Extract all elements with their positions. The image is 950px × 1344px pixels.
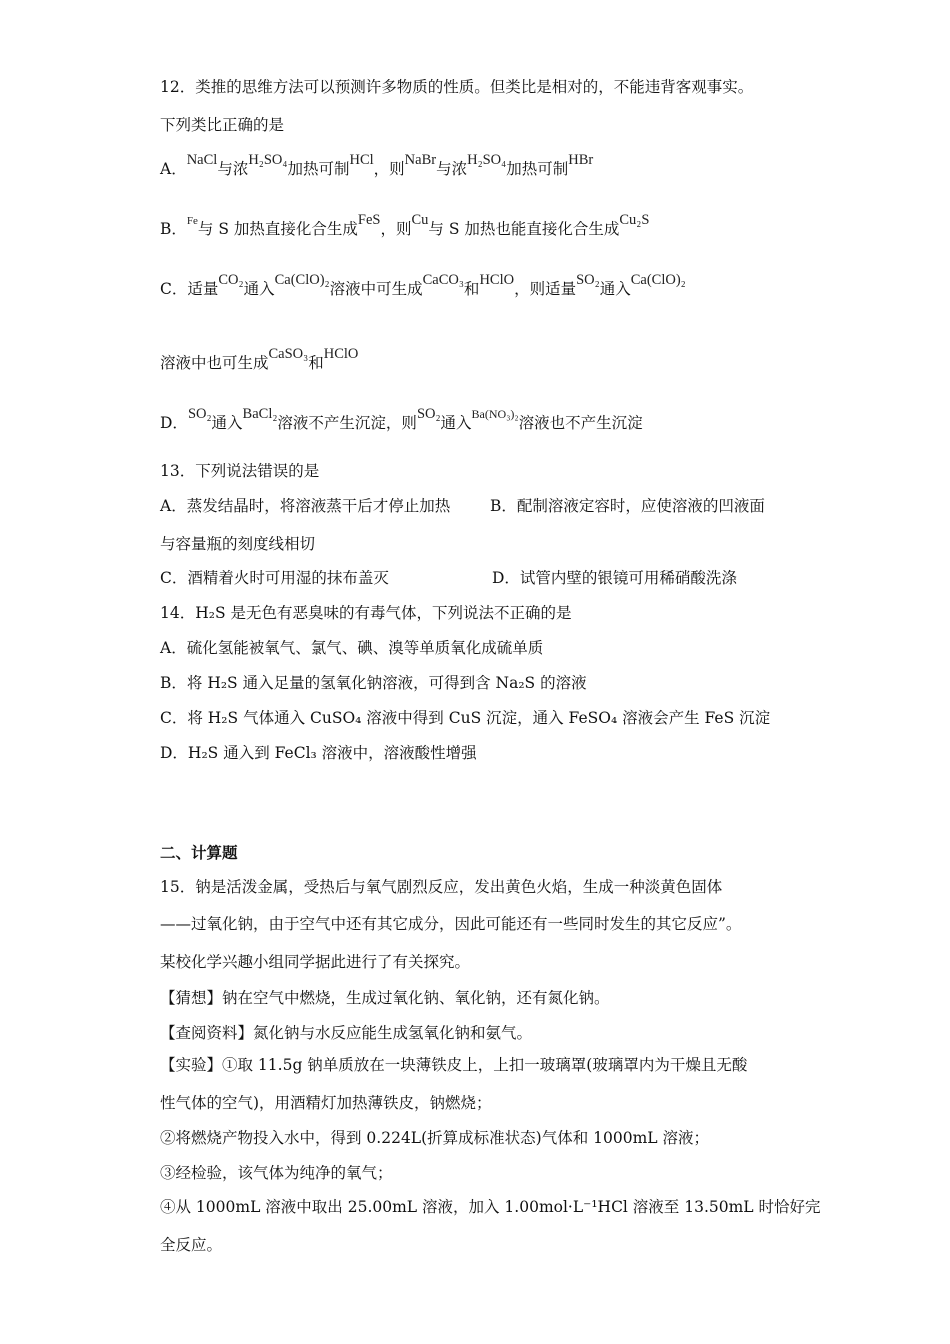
formula: BaCl₂ (242, 406, 278, 422)
option-text: 溶液不产生沉淀，则 (277, 414, 417, 432)
option-text: ，则 (380, 220, 412, 238)
formula: HBr (568, 152, 594, 168)
option-text: 与 S 加热直接化合生成 (197, 220, 358, 238)
formula: HClO (323, 346, 359, 362)
formula: NaCl (186, 152, 218, 168)
q14-stem: 14．H₂S 是无色有恶臭味的有毒气体，下列说法不正确的是 (160, 604, 572, 622)
option-text: 和 (308, 354, 324, 372)
formula: HCl (349, 152, 374, 168)
option-text: 通入 (243, 280, 275, 298)
option-text: 与浓 (217, 160, 249, 178)
option-text: 和 (463, 280, 480, 298)
q13-option-a: A．蒸发结晶时，将溶液蒸干后才停止加热 (160, 497, 451, 515)
q13-option-b-line2: 与容量瓶的刻度线相切 (160, 535, 316, 553)
formula: FeS (357, 212, 381, 228)
formula: SO₂ (187, 406, 212, 422)
q12-stem-line1: 12．类推的思维方法可以预测许多物质的性质。但类比是相对的，不能违背客观事实。 (160, 78, 754, 96)
option-text: ，则 (373, 160, 405, 178)
q12-option-c-line2 (160, 346, 359, 375)
option-text: 溶液中可生成 (329, 280, 423, 298)
formula: Fe (186, 215, 198, 227)
formula: SO₂ (576, 272, 600, 288)
q12-stem-line2: 下列类比正确的是 (160, 116, 285, 134)
formula: Ca(ClO)₂ (274, 272, 330, 288)
q14-option-a: A．硫化氢能被氧气、氯气、碘、溴等单质氧化成硫单质 (160, 639, 544, 657)
q14-option-d: D．H₂S 通入到 FeCl₃ 溶液中，溶液酸性增强 (160, 744, 477, 762)
q15-line: 性气体的空气)，用酒精灯加热薄铁皮，钠燃烧； (160, 1094, 492, 1112)
q15-step-line: ②将燃烧产物投入水中，得到 0.224L(折算成标准状态)气体和 1000mL 溶液； (160, 1129, 709, 1147)
option-text: ，则适量 (514, 280, 577, 298)
option-label: C．适量 (160, 280, 219, 298)
option-label: D． (160, 414, 188, 432)
q15-reference-line: 【查阅资料】氮化钠与水反应能生成氢氧化钠和氨气。 (160, 1024, 533, 1042)
q12-option-d (160, 406, 643, 435)
q15-line: 15．钠是活泼金属，受热后与氧气剧烈反应，发出黄色火焰，生成一种淡黄色固体 (160, 878, 723, 896)
q12-option-b (160, 212, 650, 242)
option-label: A． (160, 160, 187, 178)
q15-line: 全反应。 (160, 1236, 223, 1254)
formula: Cu₂S (619, 212, 650, 228)
formula: H₂SO₄ (467, 152, 507, 168)
q15-step-line: ③经检验，该气体为纯净的氧气； (160, 1164, 393, 1182)
formula: NaBr (404, 152, 437, 168)
section-heading: 二、计算题 (160, 843, 238, 862)
q13-option-d: D．试管内壁的银镜可用稀硝酸洗涤 (492, 569, 737, 587)
option-text: 加热可制 (506, 160, 569, 178)
formula: CaCO₃ (422, 272, 464, 288)
q13-stem: 13．下列说法错误的是 (160, 462, 320, 480)
formula: Ba(NO₃)₂ (471, 407, 519, 421)
q15-line: 某校化学兴趣小组同学据此进行了有关探究。 (160, 953, 471, 971)
q13-option-b-line1: B．配制溶液定容时，应使溶液的凹液面 (490, 497, 765, 515)
formula: CO₂ (218, 272, 244, 288)
option-label: B． (160, 220, 187, 238)
q14-option-c: C．将 H₂S 气体通入 CuSO₄ 溶液中得到 CuS 沉淀，通入 FeSO₄ 溶液会产生 FeS 沉淀 (160, 709, 771, 727)
formula: CaSO₃ (268, 346, 309, 362)
formula: HClO (479, 272, 515, 288)
q15-line: ——过氧化钠，由于空气中还有其它成分，因此可能还有一些同时发生的其它反应”。 (160, 915, 742, 933)
formula: Ca(ClO)₂ (630, 272, 686, 288)
option-text: 溶液也不产生沉淀 (518, 414, 643, 432)
q15-guess-line: 【猜想】钠在空气中燃烧，生成过氧化钠、氧化钠，还有氮化钠。 (160, 989, 610, 1007)
option-text: 与 S 加热也能直接化合生成 (428, 220, 620, 238)
formula: Cu (411, 212, 429, 228)
option-text: 加热可制 (287, 160, 350, 178)
q13-option-c: C．酒精着火时可用湿的抹布盖灭 (160, 569, 389, 587)
q15-experiment-line: 【实验】①取 11.5g 钠单质放在一块薄铁皮上，上扣一玻璃罩(玻璃罩内为干燥且无酸 (160, 1056, 748, 1074)
q12-option-c-line1 (160, 272, 686, 301)
q15-step-line: ④从 1000mL 溶液中取出 25.00mL 溶液，加入 1.00mol·L⁻¹HCl 溶液至 13.50mL 时恰好完 (160, 1198, 821, 1216)
option-text: 与浓 (436, 160, 468, 178)
option-text: 溶液中也可生成 (160, 354, 269, 372)
option-text: 通入 (440, 414, 472, 432)
q14-option-b: B．将 H₂S 通入足量的氢氧化钠溶液，可得到含 Na₂S 的溶液 (160, 674, 587, 692)
option-text: 通入 (211, 414, 243, 432)
formula: H₂SO₄ (248, 152, 288, 168)
formula: SO₂ (416, 406, 441, 422)
q12-option-a (160, 152, 594, 181)
option-text: 通入 (599, 280, 631, 298)
